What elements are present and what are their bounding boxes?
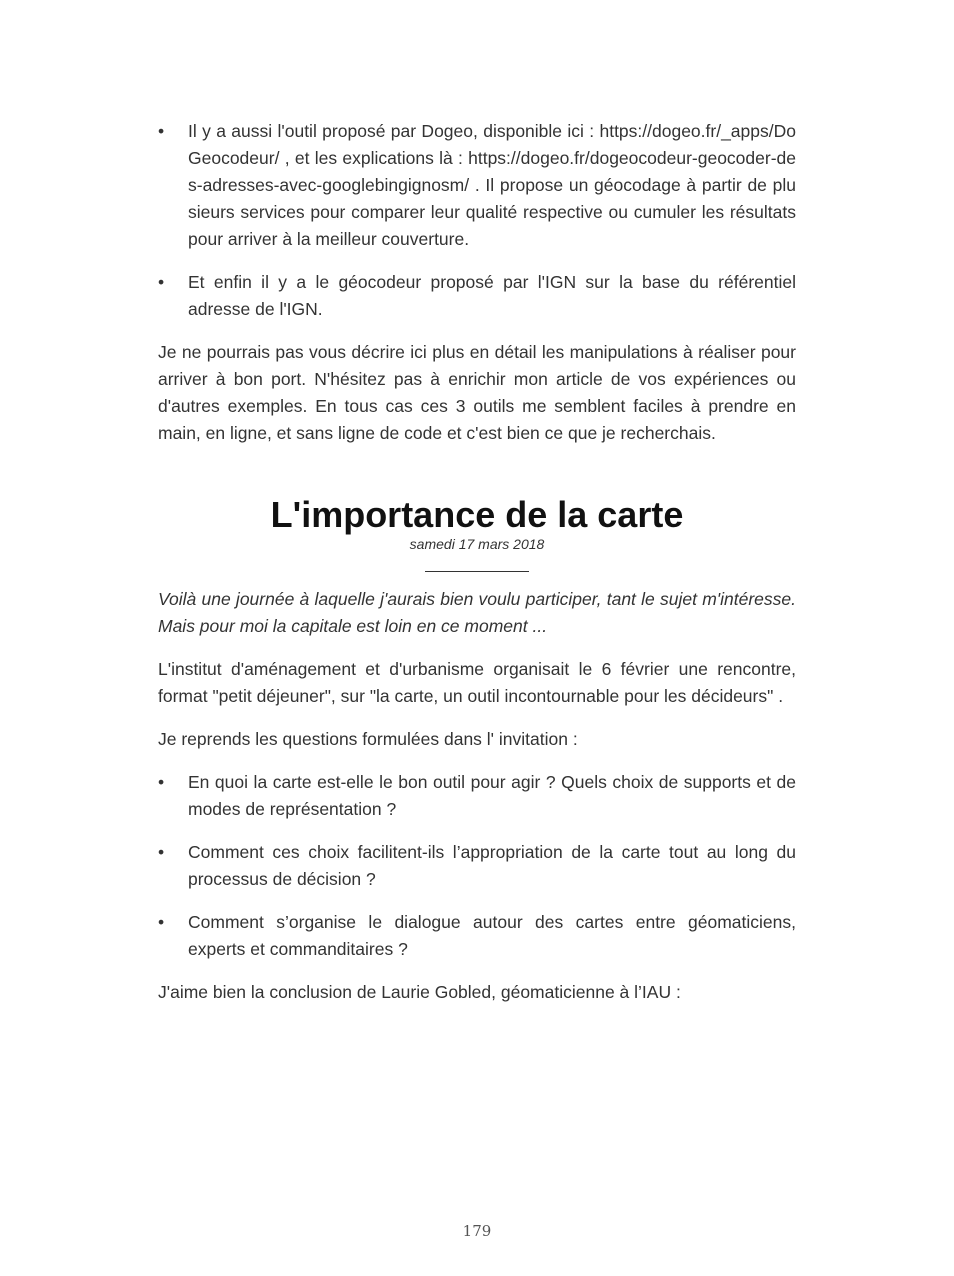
list-item-text: Il y a aussi l'outil proposé par Dogeo, disponible ici : https://dogeo.fr/_apps/DoGeocodeur/ , et les explications là : https://dogeo.fr/dogeocodeur-geocoder-des-adresses-avec-googlebingignosm/ . Il propose un géocodage à partir de plusieurs services pour comparer leur qualité respective ou cumuler les résultats pour arriver à la meilleur couverture. — [188, 121, 796, 249]
article-date: samedi 17 mars 2018 — [409, 536, 545, 552]
bullet-icon: • — [158, 912, 165, 932]
article-conclusion: J'aime bien la conclusion de Laurie Gobled, géomaticienne à l’IAU : — [158, 982, 681, 1002]
page-number: 179 — [462, 1222, 492, 1240]
article-paragraph: L'institut d'aménagement et d'urbanisme organisait le 6 février une rencontre, format "petit déjeuner", sur "la carte, un outil incontournable pour les décideurs" . — [158, 659, 796, 706]
bullet-icon: • — [158, 772, 165, 792]
list-item-text: Comment ces choix facilitent-ils l’appropriation de la carte tout au long du processus de décision ? — [188, 842, 796, 889]
document-body — [158, 118, 796, 1022]
divider — [425, 571, 529, 572]
list-item — [158, 769, 796, 823]
bullet-icon: • — [158, 272, 165, 292]
list-item — [158, 839, 796, 893]
intro-paragraph: Je ne pourrais pas vous décrire ici plus en détail les manipulations à réaliser pour arriver à bon port. N'hésitez pas à enrichir mon article de vos expériences ou d'autres exemples. En tous cas ces 3 outils me semblent faciles à prendre en main, en ligne, et sans ligne de code et c'est bien ce que je recherchais. — [158, 342, 796, 443]
article-title: L'importance de la carte — [270, 494, 684, 535]
list-item-text: Comment s’organise le dialogue autour des cartes entre géomaticiens, experts et commanditaires ? — [188, 912, 796, 959]
article-lead: Voilà une journée à laquelle j'aurais bien voulu participer, tant le sujet m'intéresse. Mais pour moi la capitale est loin en ce moment ... — [158, 589, 796, 636]
list-item — [158, 118, 796, 253]
article-paragraph: Je reprends les questions formulées dans l' invitation : — [158, 729, 578, 749]
list-item-text: Et enfin il y a le géocodeur proposé par l'IGN sur la base du référentiel adresse de l'IGN. — [188, 272, 796, 319]
list-item — [158, 909, 796, 963]
list-item — [158, 269, 796, 323]
list-item-text: En quoi la carte est-elle le bon outil pour agir ? Quels choix de supports et de modes de représentation ? — [188, 772, 796, 819]
bullet-icon: • — [158, 842, 165, 862]
bullet-icon: • — [158, 121, 165, 141]
